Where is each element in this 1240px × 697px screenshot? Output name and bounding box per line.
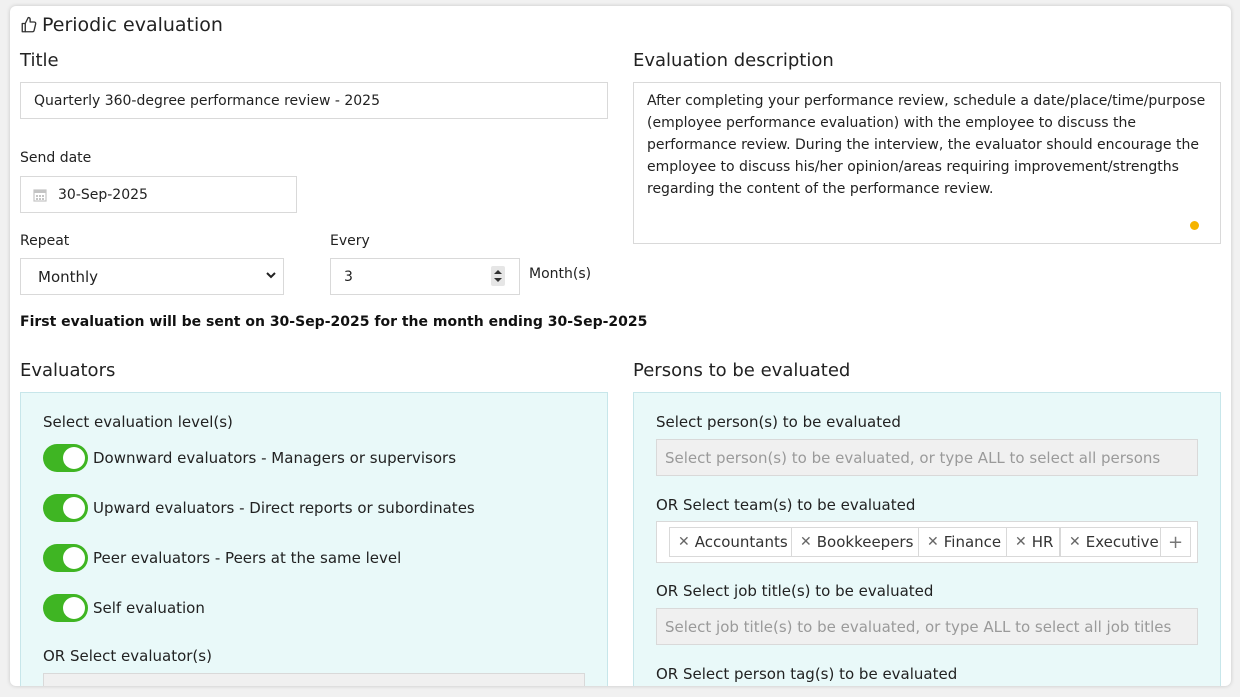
every-label: Every bbox=[330, 233, 370, 249]
team-tag-label: Executive bbox=[1085, 533, 1159, 551]
every-value: 3 bbox=[344, 268, 353, 285]
team-tag bbox=[918, 527, 1008, 557]
team-tag-label: Finance bbox=[943, 533, 1002, 551]
remove-tag-icon[interactable]: ✕ bbox=[1069, 534, 1081, 550]
repeat-label: Repeat bbox=[20, 233, 70, 249]
peer-label: Peer evaluators - Peers at the same level bbox=[93, 549, 402, 567]
remove-tag-icon[interactable]: ✕ bbox=[1015, 534, 1027, 550]
select-job-titles-input[interactable]: Select job title(s) to be evaluated, or type ALL to select all job titles bbox=[656, 608, 1198, 645]
evaluators-section-label: Evaluators bbox=[20, 360, 116, 381]
team-tag-label: Accountants bbox=[694, 533, 788, 551]
every-input[interactable] bbox=[330, 258, 520, 295]
stepper-arrows-icon bbox=[491, 266, 505, 286]
select-evaluators-input[interactable] bbox=[43, 673, 585, 686]
team-tag-label: Bookkeepers bbox=[816, 533, 914, 551]
every-unit-label: Month(s) bbox=[529, 266, 592, 282]
remove-tag-icon[interactable]: ✕ bbox=[800, 534, 812, 550]
upward-toggle[interactable] bbox=[43, 494, 88, 522]
downward-toggle[interactable] bbox=[43, 444, 88, 472]
status-dot bbox=[1190, 221, 1199, 230]
select-evaluators-label: OR Select evaluator(s) bbox=[43, 647, 212, 665]
title-input[interactable]: Quarterly 360-degree performance review - 2025 bbox=[20, 82, 608, 119]
select-teams-label: OR Select team(s) to be evaluated bbox=[656, 496, 916, 514]
team-tag-label: HR bbox=[1031, 533, 1054, 551]
level-row-self bbox=[43, 594, 205, 622]
remove-tag-icon[interactable]: ✕ bbox=[678, 534, 690, 550]
persons-section-label: Persons to be evaluated bbox=[633, 360, 851, 381]
thumbs-up-icon bbox=[20, 16, 38, 34]
chevron-down-icon bbox=[265, 269, 277, 281]
level-row-downward bbox=[43, 444, 456, 472]
send-date-label: Send date bbox=[20, 150, 92, 166]
first-evaluation-note: First evaluation will be sent on 30-Sep-2025 for the month ending 30-Sep-2025 bbox=[20, 314, 648, 330]
team-tag bbox=[1060, 527, 1166, 557]
evaluation-levels-label: Select evaluation level(s) bbox=[43, 413, 233, 431]
evaluators-panel bbox=[20, 392, 608, 686]
self-label: Self evaluation bbox=[93, 599, 205, 617]
select-persons-input[interactable]: Select person(s) to be evaluated, or type ALL to select all persons bbox=[656, 439, 1198, 476]
select-job-titles-label: OR Select job title(s) to be evaluated bbox=[656, 582, 934, 600]
level-row-peer bbox=[43, 544, 401, 572]
remove-tag-icon[interactable]: ✕ bbox=[927, 534, 939, 550]
page-title: Periodic evaluation bbox=[42, 14, 223, 36]
persons-panel bbox=[633, 392, 1221, 686]
team-tag bbox=[791, 527, 920, 557]
upward-label: Upward evaluators - Direct reports or subordinates bbox=[93, 499, 475, 517]
card-header bbox=[20, 14, 223, 36]
title-label: Title bbox=[20, 50, 59, 71]
repeat-select[interactable] bbox=[20, 258, 284, 295]
calendar-icon bbox=[33, 188, 47, 202]
downward-label: Downward evaluators - Managers or supervisors bbox=[93, 449, 457, 467]
self-toggle[interactable] bbox=[43, 594, 88, 622]
send-date-value: 30-Sep-2025 bbox=[58, 186, 148, 203]
teams-tag-input[interactable] bbox=[656, 521, 1198, 563]
level-row-upward bbox=[43, 494, 475, 522]
add-team-button[interactable]: + bbox=[1160, 527, 1191, 557]
send-date-input[interactable] bbox=[20, 176, 297, 213]
description-label: Evaluation description bbox=[633, 50, 834, 71]
team-tag bbox=[1006, 527, 1060, 557]
peer-toggle[interactable] bbox=[43, 544, 88, 572]
periodic-evaluation-card bbox=[10, 6, 1231, 686]
team-tag bbox=[669, 527, 795, 557]
select-persons-label: Select person(s) to be evaluated bbox=[656, 413, 901, 431]
repeat-select-value: Monthly bbox=[38, 267, 99, 286]
number-stepper[interactable] bbox=[491, 266, 505, 286]
description-textarea[interactable]: After completing your performance review, schedule a date/place/time/purpose (employee performance evaluation) with the employee to discuss the performance review. During the interview, the evaluator should encourage the employee to discuss his/her opinion/areas requiring improvement/strengths regarding the content of the performance review. bbox=[633, 82, 1221, 244]
select-tags-label: OR Select person tag(s) to be evaluated bbox=[656, 665, 958, 683]
